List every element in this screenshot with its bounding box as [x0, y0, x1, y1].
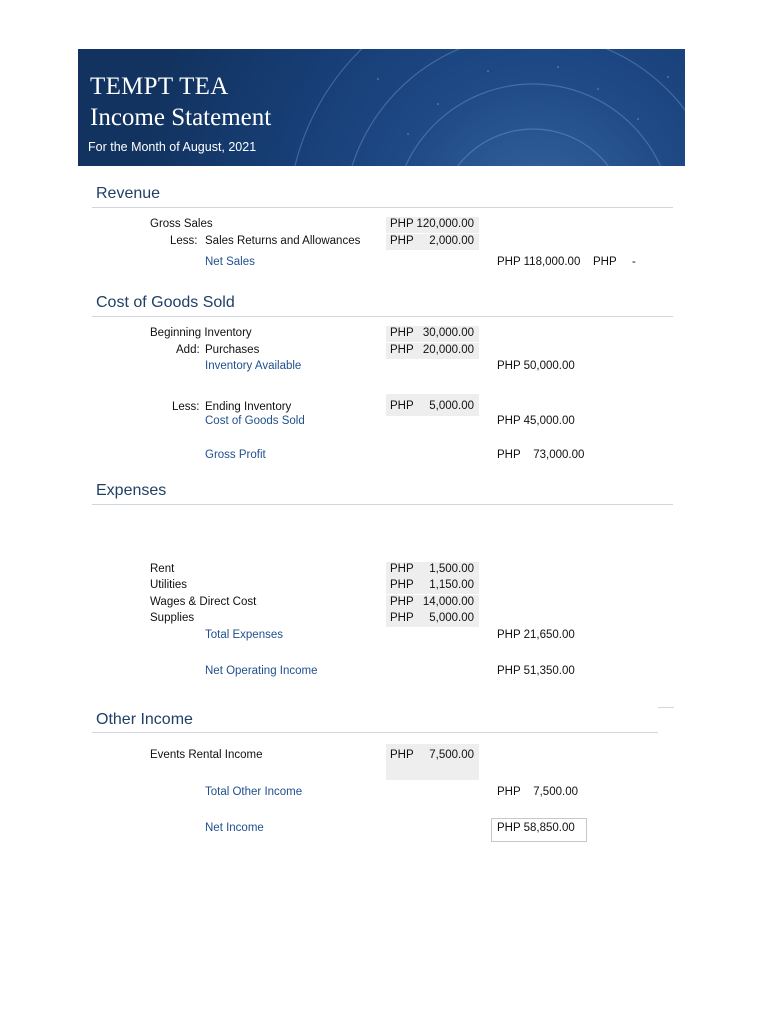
- net-income-value: PHP 58,850.00: [497, 822, 575, 834]
- total-other-income-label: Total Other Income: [205, 786, 303, 798]
- returns-cell: [386, 234, 479, 250]
- expense-label: Wages & Direct Cost: [150, 596, 257, 608]
- amount-value: 2,000.00: [429, 235, 474, 247]
- currency-label: PHP: [390, 235, 414, 247]
- amount-value: 30,000.00: [422, 327, 474, 339]
- document-title: Income Statement: [90, 104, 272, 131]
- currency-label: PHP: [390, 327, 414, 339]
- returns-label: Sales Returns and Allowances: [205, 235, 361, 247]
- currency-label: PHP: [390, 749, 414, 761]
- purchases-label: Purchases: [205, 344, 260, 356]
- currency-label: PHP: [390, 344, 414, 356]
- cogs-label: Cost of Goods Sold: [205, 415, 305, 427]
- net-sales-extra-value: -: [632, 256, 636, 268]
- beginning-inventory-cell: [386, 326, 479, 342]
- expense-cell: [386, 611, 479, 627]
- expense-label: Rent: [150, 563, 175, 575]
- purchases-cell: [386, 343, 479, 359]
- currency-label: PHP: [390, 563, 414, 575]
- period-label: For the Month of August, 2021: [88, 140, 257, 154]
- section-heading-expenses: Expenses: [96, 482, 167, 499]
- stray-divider: [658, 707, 674, 708]
- currency-label: PHP: [390, 596, 414, 608]
- net-sales-label: Net Sales: [205, 256, 255, 268]
- net-operating-income-label: Net Operating Income: [205, 665, 318, 677]
- total-other-income-value: PHP 7,500.00: [497, 786, 578, 798]
- less-label: Less:: [172, 401, 200, 413]
- amount-value: 1,150.00: [429, 579, 474, 591]
- section-heading-revenue: Revenue: [96, 185, 161, 202]
- currency-label: PHP: [390, 400, 414, 412]
- events-rental-income-label: Events Rental Income: [150, 749, 263, 761]
- company-name: TEMPT TEA: [90, 73, 229, 100]
- net-sales-extra-currency: PHP: [593, 256, 617, 268]
- amount-value: 5,000.00: [429, 400, 474, 412]
- gross-sales-label: Gross Sales: [150, 218, 213, 230]
- gross-profit-label: Gross Profit: [205, 449, 266, 461]
- section-divider: [92, 504, 673, 505]
- amount-value: 14,000.00: [422, 596, 474, 608]
- ending-inventory-label: Ending Inventory: [205, 401, 292, 413]
- expense-label: Utilities: [150, 579, 188, 591]
- amount-value: 5,000.00: [429, 612, 474, 624]
- beginning-inventory-label: Beginning Inventory: [150, 327, 252, 339]
- add-label: Add:: [176, 344, 200, 356]
- net-income-label: Net Income: [205, 822, 264, 834]
- total-expenses-label: Total Expenses: [205, 629, 283, 641]
- section-heading-other-income: Other Income: [96, 711, 193, 728]
- expense-label: Supplies: [150, 612, 195, 624]
- section-divider: [92, 207, 673, 208]
- less-label: Less:: [170, 235, 198, 247]
- section-divider: [92, 316, 673, 317]
- events-rental-income-cell: [386, 744, 479, 780]
- expense-cell: [386, 562, 479, 578]
- inventory-available-label: Inventory Available: [205, 360, 302, 372]
- currency-label: PHP: [390, 579, 414, 591]
- expense-cell: [386, 595, 479, 611]
- amount-value: 120,000.00: [416, 218, 474, 230]
- header-banner: [78, 49, 685, 166]
- amount-value: 1,500.00: [429, 563, 474, 575]
- net-sales-total: PHP 118,000.00: [497, 256, 581, 268]
- net-operating-income-value: PHP 51,350.00: [497, 665, 575, 677]
- total-expenses-value: PHP 21,650.00: [497, 629, 575, 641]
- cogs-total: PHP 45,000.00: [497, 415, 575, 427]
- inventory-available-total: PHP 50,000.00: [497, 360, 575, 372]
- currency-label: PHP: [390, 612, 414, 624]
- section-divider: [92, 732, 658, 733]
- gross-profit-total: PHP 73,000.00: [497, 449, 585, 461]
- amount-value: 20,000.00: [422, 344, 474, 356]
- gross-sales-cell: [386, 217, 479, 233]
- section-heading-cogs: Cost of Goods Sold: [96, 294, 235, 311]
- ending-inventory-cell: [386, 394, 479, 416]
- currency-label: PHP: [390, 218, 414, 230]
- amount-value: 7,500.00: [429, 749, 474, 761]
- expense-cell: [386, 578, 479, 594]
